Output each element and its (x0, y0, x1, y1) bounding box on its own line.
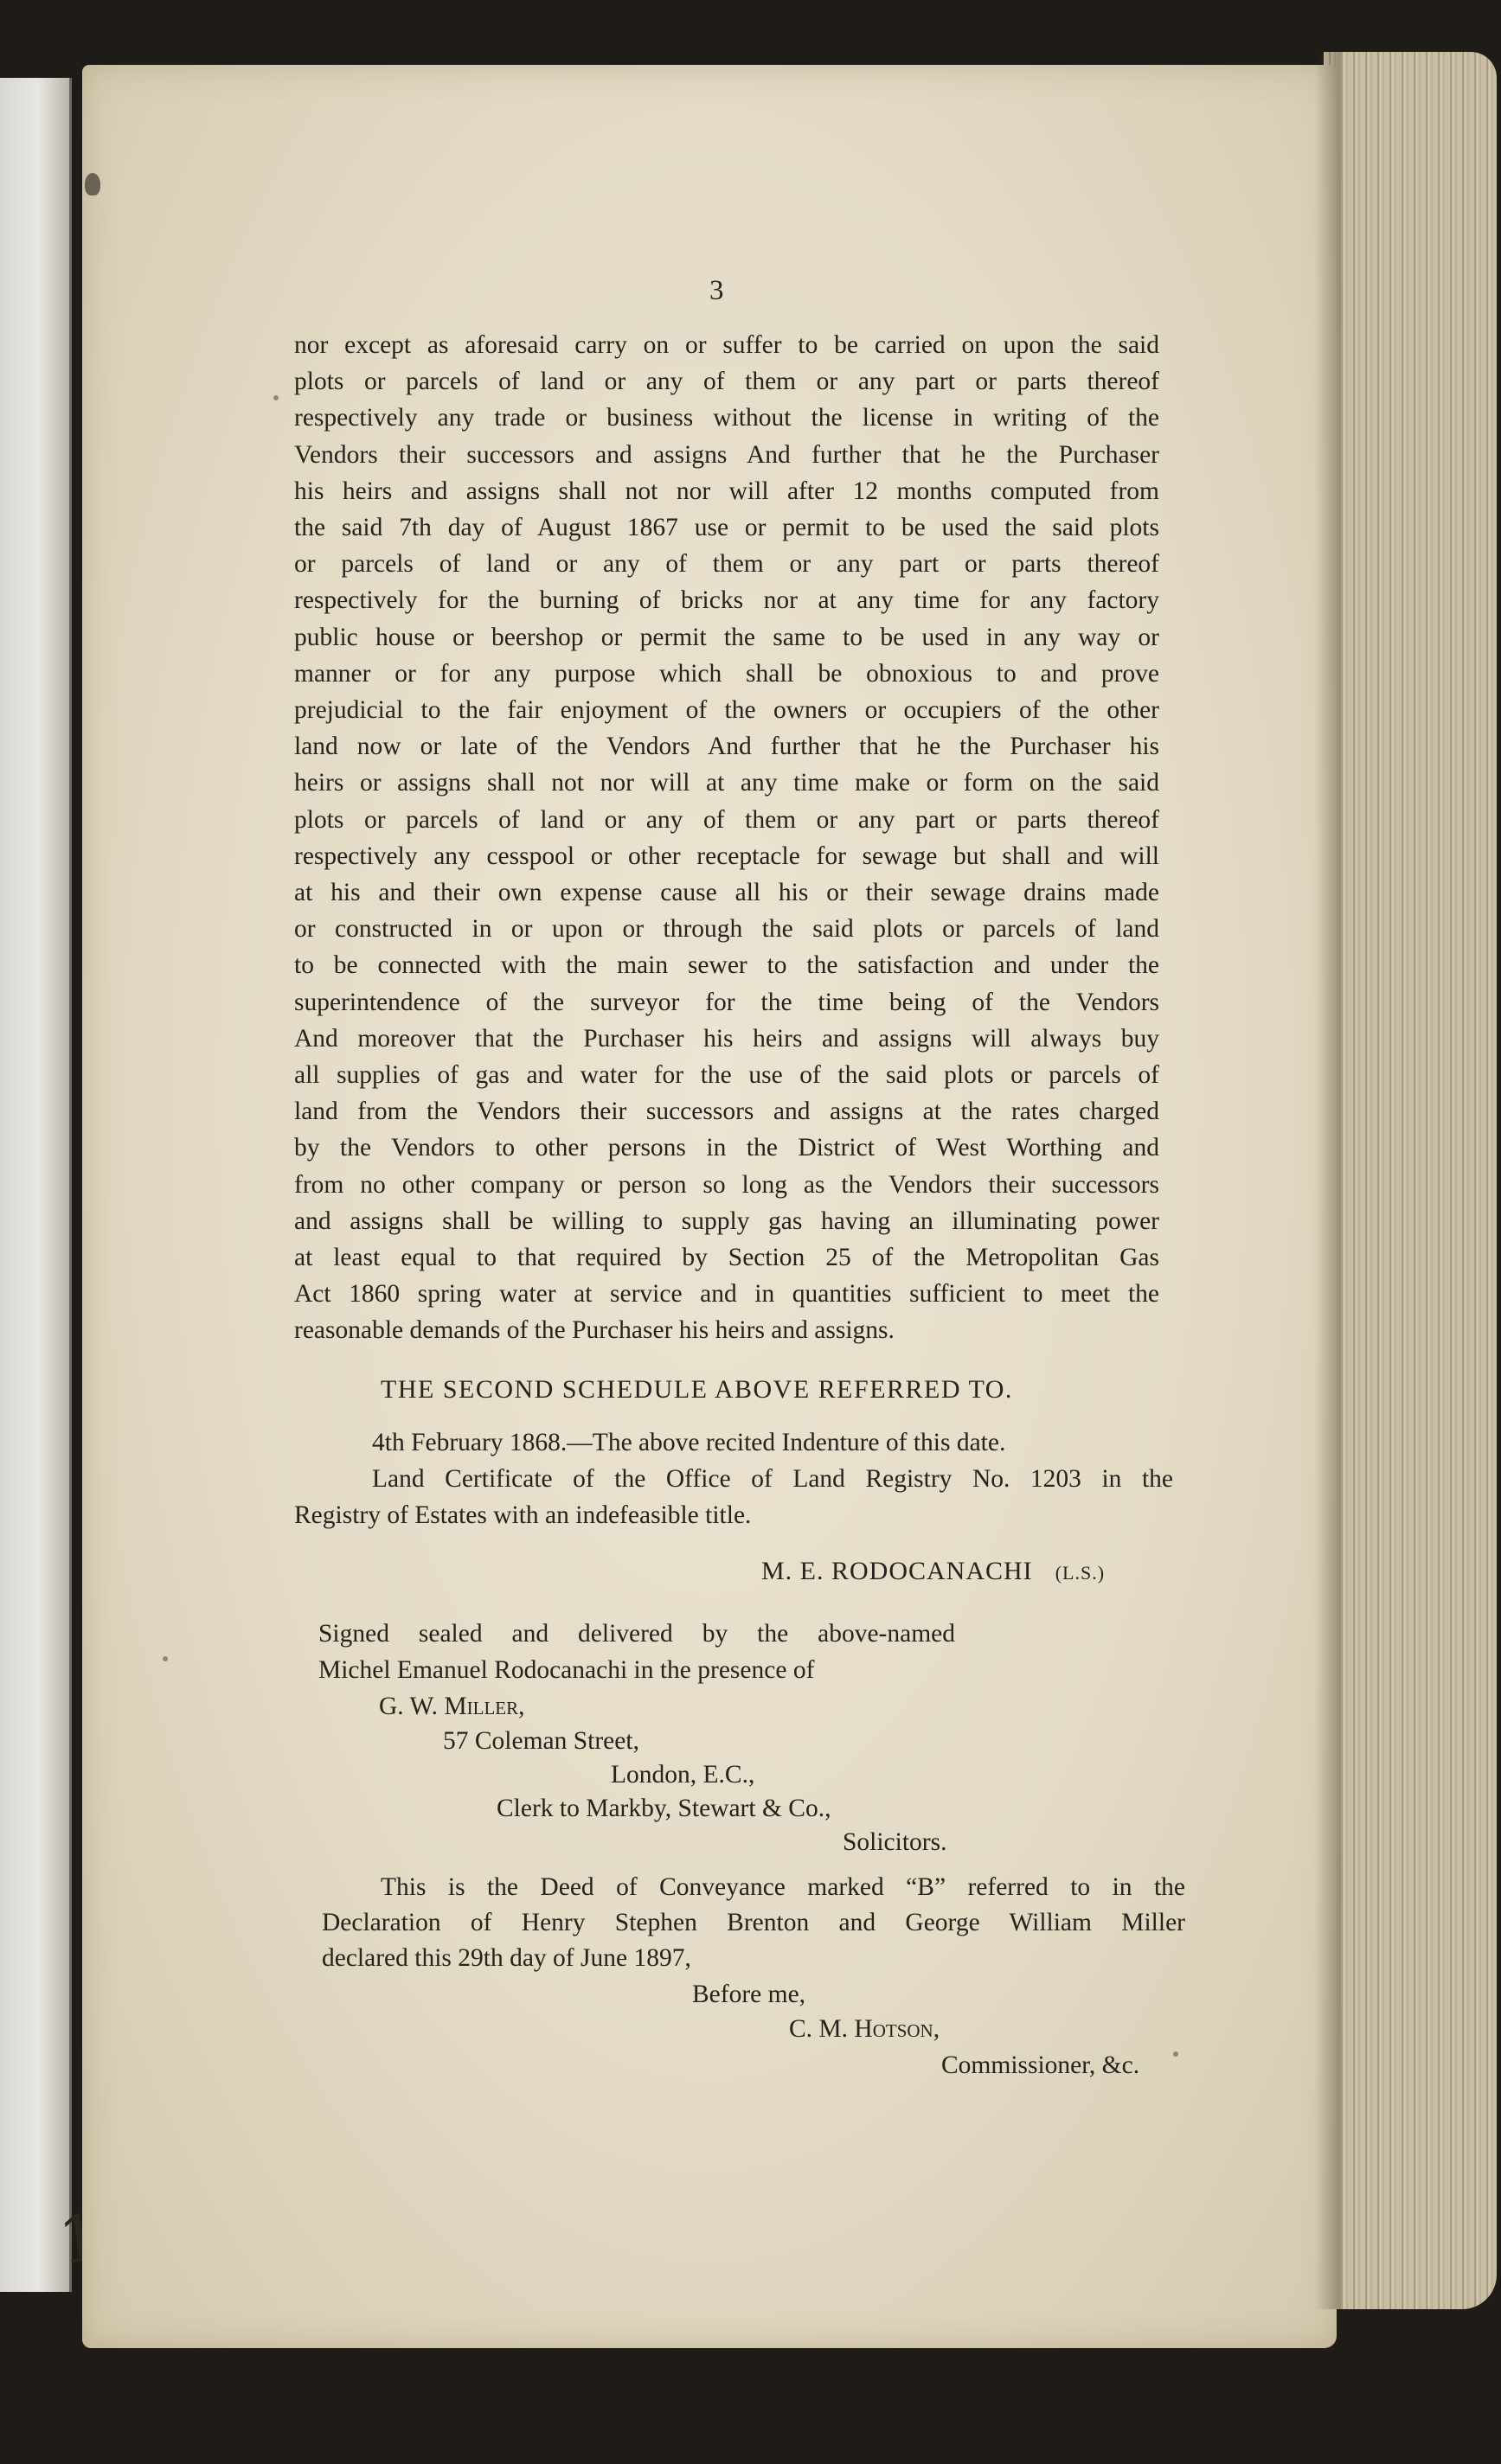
stacked-page-edges (1324, 52, 1497, 2309)
commissioner-title: Commissioner, &c. (941, 2051, 1140, 2079)
body-text-line: reasonable demands of the Purchaser his heirs and assigns. (294, 1316, 895, 1345)
covenant-body-text (294, 327, 1159, 1349)
declaration-line-2: Declaration of Henry Stephen Brenton and George William Miller (322, 1909, 1185, 1936)
body-text-line: the said 7th day of August 1867 use or permit to be used the said plots (294, 514, 1159, 542)
schedule-entry-deed: 4th February 1868.—The above recited Indenture of this date. (372, 1429, 1006, 1456)
body-text-line: at his and their own expense cause all his or their sewage drains made (294, 879, 1159, 907)
body-text-line: to be connected with the main sewer to the satisfaction and under the (294, 951, 1159, 980)
schedule-heading: THE SECOND SCHEDULE ABOVE REFERRED TO. (381, 1375, 1013, 1404)
binding-tack-mark (85, 173, 100, 195)
body-text-line: plots or parcels of land or any of them or any part or parts thereof (294, 805, 1159, 834)
body-text-line: And moreover that the Purchaser his heirs and assigns will always buy (294, 1024, 1159, 1053)
body-text-line: or constructed in or upon or through the said plots or parcels of land (294, 915, 1159, 944)
page-number: 3 (709, 275, 724, 306)
body-text-line: land from the Vendors their successors and assigns at the rates charged (294, 1098, 1159, 1126)
body-text-line: from no other company or person so long as the Vendors their successors (294, 1170, 1159, 1199)
body-text-line: heirs or assigns shall not nor will at any time make or form on the said (294, 769, 1159, 797)
body-text-line: manner or for any purpose which shall be obnoxious to and prove (294, 659, 1159, 688)
signatory-block (761, 1557, 1105, 1586)
body-text-line: nor except as aforesaid carry on or suffer to be carried on upon the said (294, 331, 1159, 359)
schedule-entry-certificate-line-1: Land Certificate of the Office of Land Registry No. 1203 in the (372, 1465, 1173, 1493)
witness-role: Clerk to Markby, Stewart & Co., (497, 1795, 831, 1822)
ink-speck (1173, 2051, 1178, 2057)
body-text-line: superintendence of the surveyor for the time being of the Vendors (294, 988, 1159, 1016)
body-text-line: respectively any trade or business without the license in writing of the (294, 404, 1159, 432)
declaration-line-1: This is the Deed of Conveyance marked “B” referred to in the (381, 1873, 1185, 1901)
ink-speck (273, 395, 279, 400)
signatory-name: M. E. RODOCANACHI (761, 1557, 1033, 1585)
body-text-line: respectively for the burning of bricks nor at any time for any factory (294, 586, 1159, 615)
before-me-label: Before me, (692, 1981, 806, 2008)
body-text-line: at least equal to that required by Section 25 of the Metropolitan Gas (294, 1244, 1159, 1272)
attestation-line-2: Michel Emanuel Rodocanachi in the presence of (318, 1656, 815, 1684)
commissioner-name: C. M. Hotson, (789, 2015, 940, 2043)
schedule-entry-certificate-line-2: Registry of Estates with an indefeasible title. (294, 1501, 752, 1529)
seal-mark: (L.S.) (1055, 1562, 1106, 1584)
declaration-line-3: declared this 29th day of June 1897, (322, 1944, 691, 1972)
body-text-line: respectively any cesspool or other receptacle for sewage but shall and will (294, 842, 1159, 870)
attestation-line-1: Signed sealed and delivered by the above-named (318, 1620, 955, 1648)
body-text-line: or parcels of land or any of them or any part or parts thereof (294, 550, 1159, 579)
body-text-line: prejudicial to the fair enjoyment of the owners or occupiers of the other (294, 696, 1159, 725)
body-text-line: land now or late of the Vendors And further that he the Purchaser his (294, 733, 1159, 761)
body-text-line: plots or parcels of land or any of them or any part or parts thereof (294, 368, 1159, 396)
ink-speck (163, 1656, 168, 1661)
witness-address-street: 57 Coleman Street, (443, 1727, 639, 1755)
witness-name: G. W. Miller, (379, 1693, 525, 1720)
body-text-line: by the Vendors to other persons in the District of West Worthing and (294, 1134, 1159, 1162)
body-text-line: Act 1860 spring water at service and in quantities sufficient to meet the (294, 1280, 1159, 1309)
body-text-line: and assigns shall be willing to supply gas having an illuminating power (294, 1206, 1159, 1235)
left-facing-leaf (0, 78, 72, 2292)
witness-address-city: London, E.C., (611, 1761, 755, 1789)
body-text-line: all supplies of gas and water for the use of the said plots or parcels of (294, 1061, 1159, 1090)
witness-role-solicitors: Solicitors. (843, 1828, 947, 1856)
body-text-line: public house or beershop or permit the same to be used in any way or (294, 623, 1159, 651)
body-text-line: Vendors their successors and assigns And further that he the Purchaser (294, 440, 1159, 469)
body-text-line: his heirs and assigns shall not nor will after 12 months computed from (294, 477, 1159, 505)
page-edge-shadow (1315, 52, 1341, 2309)
